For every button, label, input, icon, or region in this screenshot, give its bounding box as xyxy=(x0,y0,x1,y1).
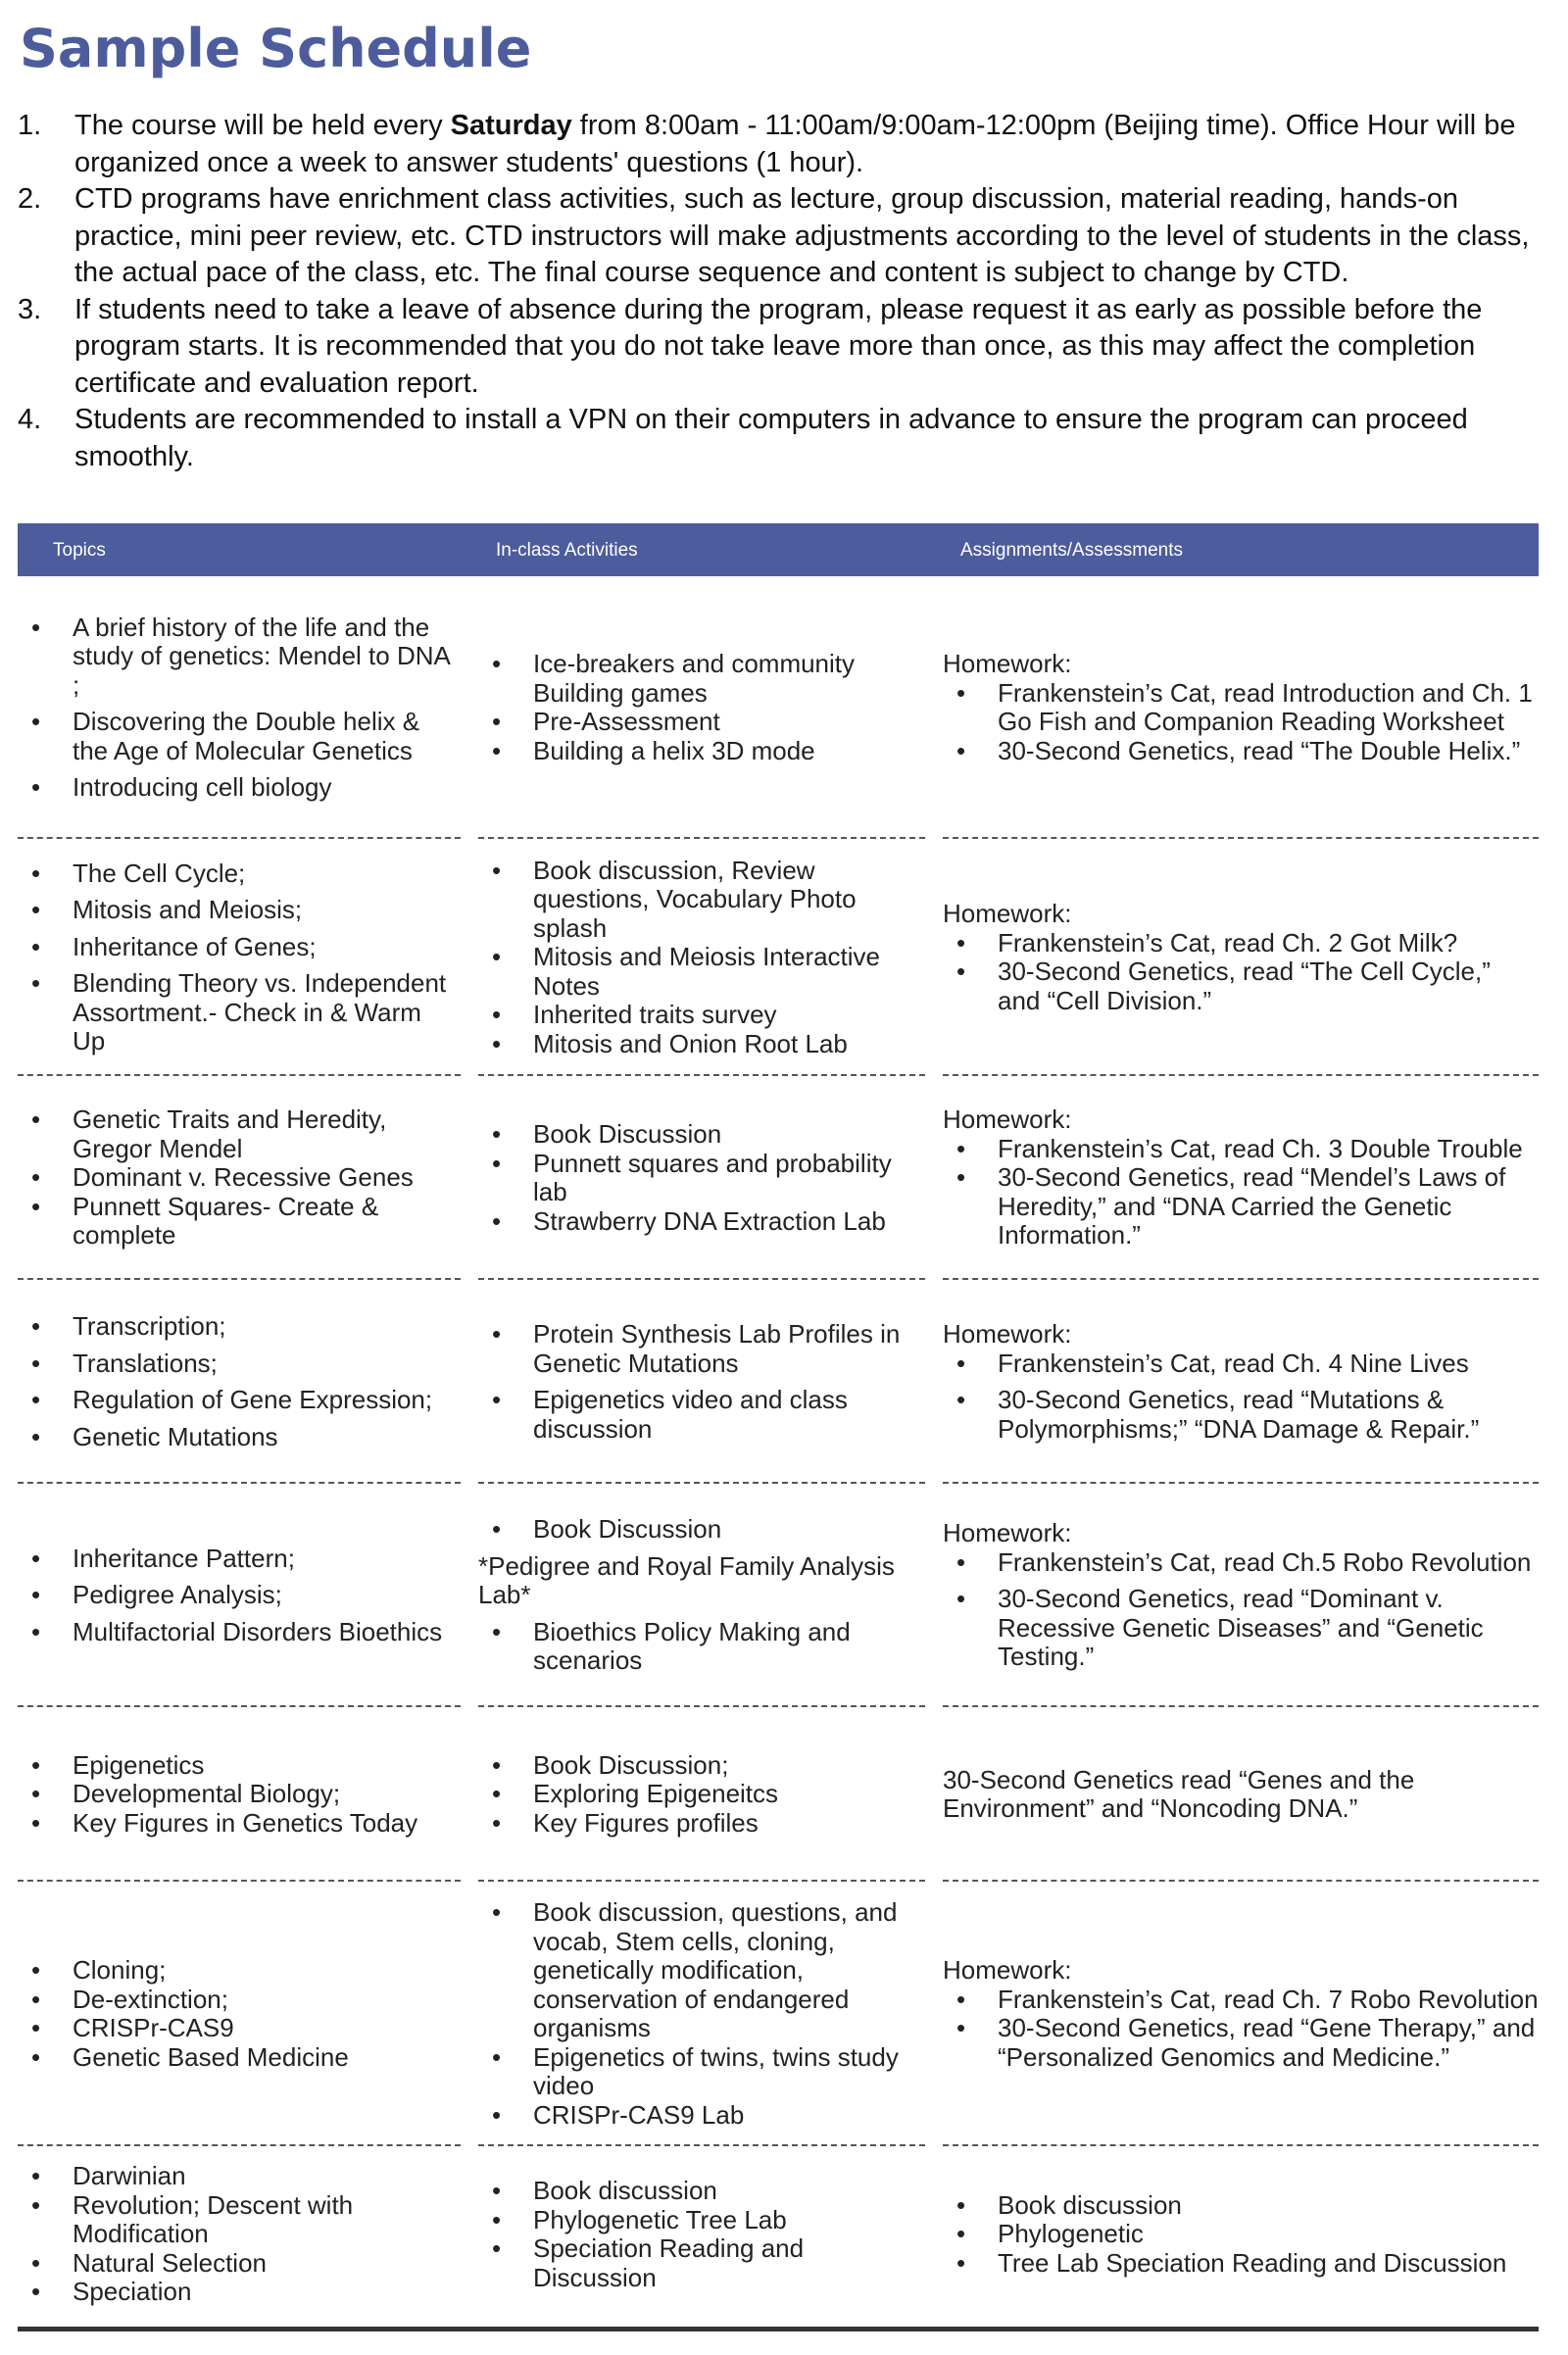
list-item: • Mitosis and Meiosis Interactive Notes xyxy=(478,943,925,1001)
note-text: The course will be held every Saturday from 8:00am - 11:00am/9:00am-12:00pm (Beijing time). Office Hour will be organized once a week to answer students' questions (1 hour). xyxy=(74,110,1516,178)
list-item: • Punnett squares and probability lab xyxy=(478,1150,925,1207)
table-body xyxy=(18,576,1539,2323)
table-row xyxy=(18,1882,1539,2146)
list-item: • Key Figures profiles xyxy=(478,1809,925,1839)
list-item: • Speciation xyxy=(18,2278,461,2307)
bullet-list xyxy=(943,1548,1539,1672)
list-item: • Frankenstein’s Cat, read Ch. 3 Double Trouble xyxy=(943,1135,1539,1164)
bullet-list xyxy=(18,1956,461,2072)
list-item: • Epigenetics xyxy=(18,1751,461,1781)
assignment-text: 30-Second Genetics read “Genes and the Environment” and “Noncoding DNA.” xyxy=(943,1764,1415,1823)
bullet-list xyxy=(18,1312,461,1451)
list-item: • Blending Theory vs. Independent Assortment.- Check in & Warm Up xyxy=(18,969,461,1056)
homework-label: Homework: xyxy=(943,1104,1072,1135)
list-item: • CRISPr-CAS9 Lab xyxy=(478,2101,925,2131)
list-item: • Darwinian xyxy=(18,2162,461,2191)
bullet-list xyxy=(478,1320,925,1444)
list-item: • Cloning; xyxy=(18,1956,461,1986)
list-item: • CRISPr-CAS9 xyxy=(18,2014,461,2043)
assignments-cell xyxy=(943,1076,1539,1280)
activities-cell xyxy=(478,1882,925,2146)
header-assignments: Assignments/Assessments xyxy=(960,540,1184,561)
list-item: • Translations; xyxy=(18,1349,461,1379)
list-item: • Book discussion, Review questions, Vocabulary Photo splash xyxy=(478,857,925,944)
list-item: • Inheritance of Genes; xyxy=(18,933,461,962)
list-item: • Frankenstein’s Cat, read Ch. 7 Robo Revolution xyxy=(943,1986,1539,2015)
topics-cell xyxy=(18,1707,461,1882)
list-item: • Regulation of Gene Expression; xyxy=(18,1386,461,1415)
list-item: • Book Discussion xyxy=(478,1120,925,1150)
topics-cell xyxy=(18,839,461,1076)
topics-cell xyxy=(18,1484,461,1707)
assignments-cell xyxy=(943,839,1539,1076)
list-item: • Natural Selection xyxy=(18,2249,461,2279)
note-number: 4. xyxy=(18,404,42,435)
activities-cell xyxy=(478,576,925,839)
note-text: CTD programs have enrichment class activities, such as lecture, group discussion, material reading, hands-on practice, mini peer review, etc. CTD instructors will make adjustments according to the level of students in the class, the actual pace of the class, etc. The final course sequence and content is subject to change by CTD. xyxy=(74,183,1530,288)
note-item xyxy=(18,292,1566,403)
homework-label: Homework: xyxy=(943,1518,1072,1548)
bullet-list xyxy=(478,857,925,1059)
list-item: • Exploring Epigeneitcs xyxy=(478,1780,925,1809)
note-number: 2. xyxy=(18,183,42,215)
topics-cell xyxy=(18,1882,461,2146)
bullet-list xyxy=(18,613,461,803)
list-item: • Bioethics Policy Making and scenarios xyxy=(478,1618,925,1676)
list-item: • Frankenstein’s Cat, read Introduction and Ch. 1 Go Fish and Companion Reading Worksheet xyxy=(943,679,1539,737)
assignments-cell xyxy=(943,1707,1539,1882)
note-number: 1. xyxy=(18,110,42,141)
bullet-list xyxy=(18,1105,461,1251)
activities-cell xyxy=(478,1707,925,1882)
list-item: • Key Figures in Genetics Today xyxy=(18,1809,461,1839)
list-item: • Book discussion xyxy=(943,2191,1539,2221)
list-item: • Revolution; Descent with Modification xyxy=(18,2191,461,2249)
page-title: Sample Schedule xyxy=(20,18,532,79)
bullet-list xyxy=(943,929,1539,1016)
bullet-list xyxy=(478,2177,925,2292)
list-item: • Pre-Assessment xyxy=(478,708,925,737)
list-item: • Book Discussion xyxy=(478,1515,925,1545)
list-item: • Frankenstein’s Cat, read Ch. 2 Got Milk? xyxy=(943,929,1539,958)
header-activities: In-class Activities xyxy=(496,540,638,561)
activity-note: *Pedigree and Royal Family Analysis Lab* xyxy=(478,1550,895,1610)
assignments-cell xyxy=(943,576,1539,839)
list-item: • Mitosis and Meiosis; xyxy=(18,896,461,925)
bullet-list xyxy=(478,1751,925,1839)
list-item: • 30-Second Genetics, read “Gene Therapy,” and “Personalized Genomics and Medicine.” xyxy=(943,2014,1539,2072)
bullet-list xyxy=(18,1545,461,1647)
table-row xyxy=(18,1280,1539,1484)
homework-label: Homework: xyxy=(943,649,1072,678)
assignments-cell xyxy=(943,1484,1539,1707)
activities-cell xyxy=(478,1076,925,1280)
table-row xyxy=(18,2146,1539,2323)
topics-cell xyxy=(18,1280,461,1484)
topics-cell xyxy=(18,576,461,839)
topics-cell xyxy=(18,1076,461,1280)
list-item: • Protein Synthesis Lab Profiles in Genetic Mutations xyxy=(478,1320,925,1378)
activities-cell xyxy=(478,839,925,1076)
bullet-list xyxy=(943,1986,1539,2073)
list-item: • Book discussion xyxy=(478,2177,925,2206)
homework-label: Homework: xyxy=(943,1955,1072,1985)
list-item: • Pedigree Analysis; xyxy=(18,1581,461,1610)
note-bold-day: Saturday xyxy=(450,110,572,141)
bullet-list xyxy=(478,650,925,765)
bullet-list xyxy=(478,1898,925,2130)
activities-cell xyxy=(478,2146,925,2323)
note-number: 3. xyxy=(18,293,42,325)
list-item: • Epigenetics video and class discussion xyxy=(478,1386,925,1444)
list-item: • Mitosis and Onion Root Lab xyxy=(478,1030,925,1059)
list-item: • Introducing cell biology xyxy=(18,773,461,803)
activities-cell xyxy=(478,1280,925,1484)
bullet-list xyxy=(478,1120,925,1236)
list-item: • Developmental Biology; xyxy=(18,1780,461,1809)
list-item: • Genetic Mutations xyxy=(18,1423,461,1452)
list-item: • The Cell Cycle; xyxy=(18,859,461,889)
list-item: • Frankenstein’s Cat, read Ch.5 Robo Revolution xyxy=(943,1548,1539,1578)
table-row xyxy=(18,576,1539,839)
homework-label: Homework: xyxy=(943,1319,1072,1349)
list-item: • 30-Second Genetics, read “Mutations & Polymorphisms;” “DNA Damage & Repair.” xyxy=(943,1386,1539,1444)
note-item xyxy=(18,402,1566,475)
header-topics: Topics xyxy=(53,540,106,561)
table-row xyxy=(18,1076,1539,1280)
table-row xyxy=(18,839,1539,1076)
list-item: • Book discussion, questions, and vocab, Stem cells, cloning, genetically modification, conservation of endangered organisms xyxy=(478,1898,925,2043)
bullet-list xyxy=(943,679,1539,766)
list-item: • Genetic Traits and Heredity, Gregor Mendel xyxy=(18,1105,461,1163)
note-text: Students are recommended to install a VPN on their computers in advance to ensure the program can proceed smoothly. xyxy=(74,404,1468,472)
schedule-table xyxy=(18,523,1539,2323)
list-item: • Frankenstein’s Cat, read Ch. 4 Nine Lives xyxy=(943,1349,1539,1379)
bullet-list xyxy=(943,1135,1539,1251)
note-text: If students need to take a leave of absence during the program, please request it as early as possible before the program starts. It is recommended that you do not take leave more than once, as this may affect the completion certificate and evaluation report. xyxy=(74,293,1483,399)
bullet-list xyxy=(18,859,461,1056)
course-notes-list xyxy=(18,108,1566,475)
list-item: • 30-Second Genetics, read “The Cell Cycle,” and “Cell Division.” xyxy=(943,957,1539,1015)
table-header xyxy=(18,523,1539,576)
assignments-cell xyxy=(943,1280,1539,1484)
table-row xyxy=(18,1707,1539,1882)
list-item: • Inheritance Pattern; xyxy=(18,1545,461,1574)
table-row xyxy=(18,1484,1539,1707)
list-item: • Tree Lab Speciation Reading and Discussion xyxy=(943,2249,1539,2279)
list-item: • 30-Second Genetics, read “Dominant v. Recessive Genetic Diseases” and “Genetic Testing.” xyxy=(943,1585,1539,1672)
note-item xyxy=(18,181,1566,292)
list-item: • 30-Second Genetics, read “Mendel’s Laws of Heredity,” and “DNA Carried the Genetic Information.” xyxy=(943,1163,1539,1251)
list-item: • Phylogenetic Tree Lab xyxy=(478,2206,925,2235)
list-item: • Multifactorial Disorders Bioethics xyxy=(18,1618,461,1647)
activities-cell xyxy=(478,1484,925,1707)
homework-label: Homework: xyxy=(943,899,1072,928)
list-item: • Phylogenetic xyxy=(943,2220,1539,2249)
list-item: • Genetic Based Medicine xyxy=(18,2043,461,2073)
list-item: • De-extinction; xyxy=(18,1986,461,2015)
bullet-list xyxy=(18,2162,461,2307)
assignments-cell xyxy=(943,1882,1539,2146)
bullet-list xyxy=(943,2191,1539,2279)
list-item: • Discovering the Double helix & the Age of Molecular Genetics xyxy=(18,708,461,765)
list-item: • Book Discussion; xyxy=(478,1751,925,1781)
bullet-list xyxy=(478,1515,925,1545)
bullet-list xyxy=(18,1751,461,1839)
list-item: • Inherited traits survey xyxy=(478,1001,925,1030)
list-item: • Ice-breakers and community Building games xyxy=(478,650,925,708)
list-item: • A brief history of the life and the study of genetics: Mendel to DNA ; xyxy=(18,613,461,701)
list-item: • Transcription; xyxy=(18,1312,461,1342)
assignments-cell xyxy=(943,2146,1539,2323)
list-item: • Dominant v. Recessive Genes xyxy=(18,1163,461,1193)
list-item: • Strawberry DNA Extraction Lab xyxy=(478,1207,925,1237)
table-bottom-rule xyxy=(18,2327,1539,2331)
list-item: • Speciation Reading and Discussion xyxy=(478,2234,925,2292)
list-item: • 30-Second Genetics, read “The Double Helix.” xyxy=(943,737,1539,766)
bullet-list xyxy=(478,1618,925,1676)
list-item: • Building a helix 3D mode xyxy=(478,737,925,766)
bullet-list xyxy=(943,1349,1539,1445)
topics-cell xyxy=(18,2146,461,2323)
list-item: • Epigenetics of twins, twins study video xyxy=(478,2043,925,2101)
list-item: • Punnett Squares- Create & complete xyxy=(18,1193,461,1251)
note-item xyxy=(18,108,1566,181)
